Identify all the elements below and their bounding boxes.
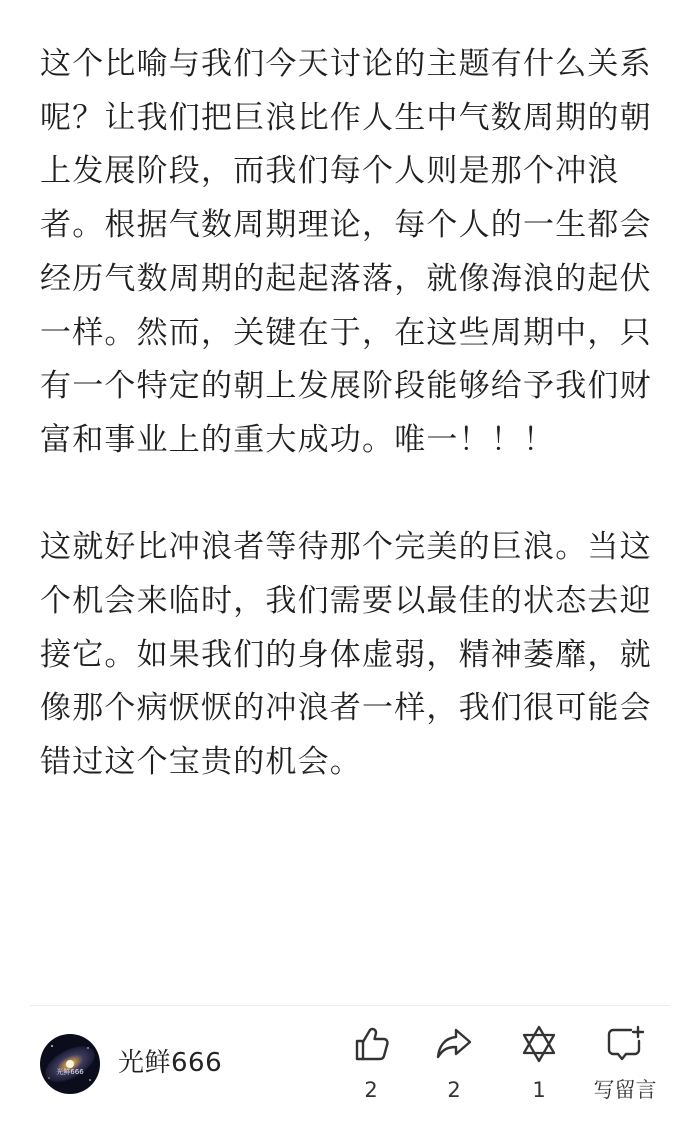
article-body (40, 38, 665, 790)
thumbs-up-icon (351, 1024, 391, 1064)
avatar[interactable] (40, 1034, 100, 1094)
article-footer (0, 1006, 700, 1122)
like-count: 2 (364, 1078, 378, 1102)
favorite-count: 1 (532, 1078, 546, 1102)
galaxy-avatar-image (40, 1034, 100, 1094)
favorite-button[interactable] (497, 1024, 581, 1114)
like-button[interactable] (329, 1024, 413, 1114)
avatar-text: 光鲜666 (56, 1068, 84, 1076)
share-count: 2 (447, 1078, 461, 1102)
share-button[interactable] (412, 1024, 496, 1114)
write-comment-button[interactable] (583, 1024, 667, 1114)
article-paragraph: 这就好比冲浪者等待那个完美的巨浪。当这个机会来临时，我们需要以最佳的状态去迎接它。如果我们的身体虚弱，精神萎靡，就像那个病恹恹的冲浪者一样，我们很可能会错过这个宝贵的机会。 (40, 529, 652, 781)
add-comment-icon (605, 1024, 645, 1064)
star-of-david-icon (519, 1024, 559, 1064)
share-arrow-icon (434, 1024, 474, 1064)
write-comment-label: 写留言 (593, 1078, 657, 1102)
author-name[interactable]: 光鲜666 (118, 1048, 223, 1078)
article-paragraph: 这个比喻与我们今天讨论的主题有什么关系呢？让我们把巨浪比作人生中气数周期的朝上发展阶段，而我们每个人则是那个冲浪者。根据气数周期理论，每个人的一生都会经历气数周期的起起落落，就像海浪的起伏一样。然而，关键在于，在这些周期中，只有一个特定的朝上发展阶段能够给予我们财富和事业上的重大成功。唯一！！！ (40, 46, 652, 458)
